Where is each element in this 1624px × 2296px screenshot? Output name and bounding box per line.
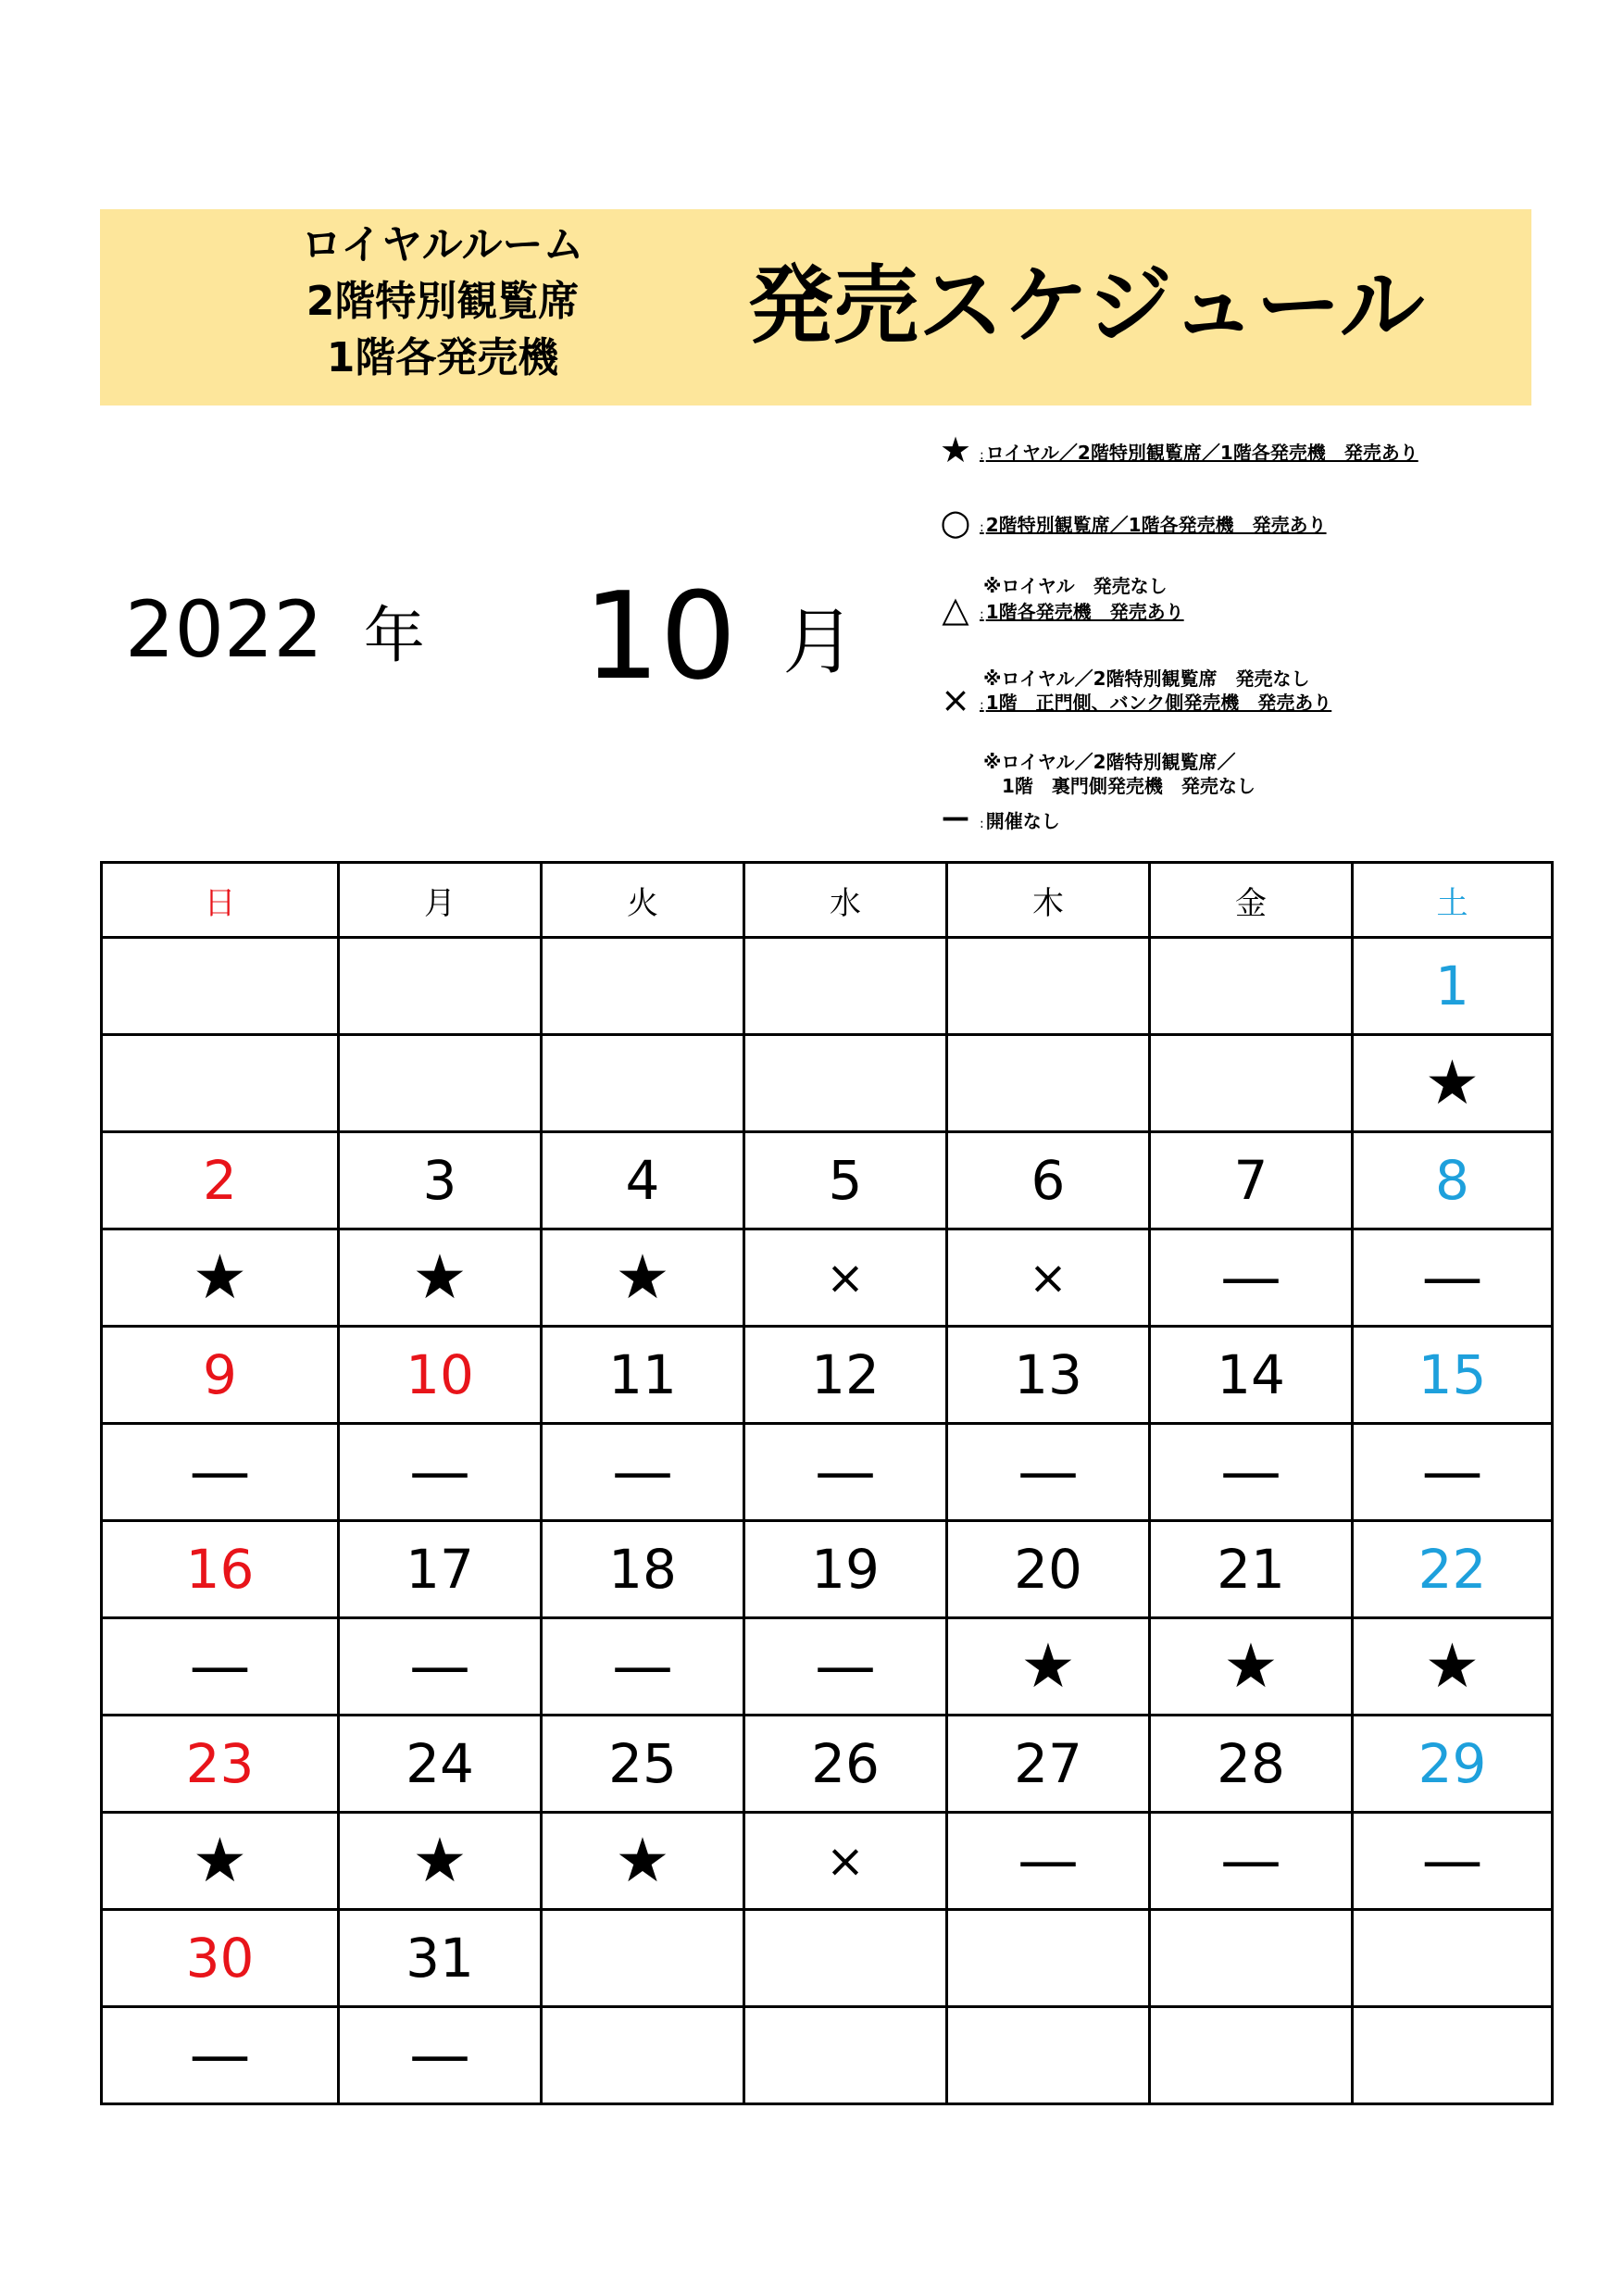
month-value: 10 [583, 566, 737, 706]
legend-colon: : [980, 520, 984, 535]
status-cell: — [102, 2007, 339, 2104]
legend-colon: : [980, 448, 984, 463]
status-cell [542, 1035, 744, 1132]
status-cell: ★ [102, 1813, 339, 1910]
weekday-header: 木 [947, 863, 1150, 938]
date-row [102, 938, 1553, 1035]
date-cell [1150, 938, 1353, 1035]
status-cell [542, 2007, 744, 2104]
year-unit: 年 [363, 600, 425, 671]
status-cell: ★ [1150, 1618, 1353, 1716]
date-row [102, 1327, 1553, 1424]
legend-note: ※ロイヤル／2階特別観覧席／ 1階 裏門側発売機 発売なし [983, 751, 1255, 797]
header-banner [100, 209, 1531, 406]
year-value: 2022 [125, 584, 323, 675]
date-row [102, 1716, 1553, 1813]
date-cell: 2 [102, 1132, 339, 1229]
status-cell: — [542, 1618, 744, 1716]
status-cell: ★ [947, 1618, 1150, 1716]
legend-description: 2階特別観覧席／1階各発売機 発売あり [985, 514, 1327, 536]
status-cell: × [744, 1813, 947, 1910]
date-cell: 3 [339, 1132, 542, 1229]
legend-colon: : [980, 607, 984, 622]
date-cell: 22 [1353, 1521, 1553, 1618]
status-cell: — [339, 1424, 542, 1521]
status-cell: — [1353, 1229, 1553, 1327]
weekday-header-row [102, 863, 1553, 938]
weekday-header: 月 [339, 863, 542, 938]
weekday-header: 金 [1150, 863, 1353, 938]
status-cell: ★ [339, 1813, 542, 1910]
status-row [102, 1618, 1553, 1716]
legend-colon: : [980, 817, 984, 831]
venue-line: 1階各発売機 [326, 334, 559, 381]
legend-text [980, 441, 1418, 468]
date-cell: 16 [102, 1521, 339, 1618]
status-cell: ★ [1353, 1035, 1553, 1132]
status-cell: ★ [542, 1229, 744, 1327]
triangle-icon: △ [942, 589, 969, 630]
status-cell [744, 2007, 947, 2104]
status-cell: ★ [542, 1813, 744, 1910]
date-cell: 10 [339, 1327, 542, 1424]
date-cell: 9 [102, 1327, 339, 1424]
date-cell [744, 938, 947, 1035]
date-cell [542, 938, 744, 1035]
date-cell: 12 [744, 1327, 947, 1424]
status-row [102, 1424, 1553, 1521]
date-cell: 11 [542, 1327, 744, 1424]
venue-line: ロイヤルルーム [301, 221, 584, 268]
status-cell: — [339, 1618, 542, 1716]
status-cell [339, 1035, 542, 1132]
status-row [102, 1229, 1553, 1327]
date-cell: 19 [744, 1521, 947, 1618]
date-cell [947, 1910, 1150, 2007]
date-cell: 18 [542, 1521, 744, 1618]
status-cell: × [744, 1229, 947, 1327]
weekday-header: 土 [1353, 863, 1553, 938]
date-cell [947, 938, 1150, 1035]
year-label [125, 583, 425, 682]
date-cell [744, 1910, 947, 2007]
date-cell: 4 [542, 1132, 744, 1229]
month-unit: 月 [782, 601, 856, 684]
calendar-table [100, 861, 1554, 2105]
legend-description: 1階 正門側、バンク側発売機 発売あり [985, 692, 1332, 714]
venue-line: 2階特別観覧席 [306, 278, 580, 325]
date-cell: 1 [1353, 938, 1553, 1035]
date-cell: 15 [1353, 1327, 1553, 1424]
month-label [583, 567, 855, 712]
status-cell: — [1150, 1229, 1353, 1327]
date-cell: 30 [102, 1910, 339, 2007]
date-cell: 31 [339, 1910, 542, 2007]
status-cell [1150, 2007, 1353, 2104]
status-cell: ★ [102, 1229, 339, 1327]
date-cell [102, 938, 339, 1035]
status-cell [1150, 1035, 1353, 1132]
weekday-header: 火 [542, 863, 744, 938]
date-cell: 5 [744, 1132, 947, 1229]
legend-text [980, 691, 1331, 718]
venue-list [239, 217, 646, 386]
legend-text [980, 809, 1060, 836]
status-cell: — [744, 1424, 947, 1521]
date-cell: 20 [947, 1521, 1150, 1618]
date-cell: 8 [1353, 1132, 1553, 1229]
cross-icon: × [941, 680, 970, 720]
status-cell: — [947, 1813, 1150, 1910]
status-cell [1353, 2007, 1553, 2104]
status-cell: × [947, 1229, 1150, 1327]
date-cell [1353, 1910, 1553, 2007]
date-row [102, 1910, 1553, 2007]
date-cell [1150, 1910, 1353, 2007]
date-cell [339, 938, 542, 1035]
legend-description: 1階各発売機 発売あり [985, 601, 1184, 623]
date-cell: 23 [102, 1716, 339, 1813]
status-cell: — [1353, 1424, 1553, 1521]
date-cell: 14 [1150, 1327, 1353, 1424]
date-cell: 21 [1150, 1521, 1353, 1618]
status-cell: — [102, 1424, 339, 1521]
legend-text [980, 513, 1327, 540]
date-row [102, 1521, 1553, 1618]
date-cell: 7 [1150, 1132, 1353, 1229]
date-cell: 26 [744, 1716, 947, 1813]
status-cell: — [1150, 1813, 1353, 1910]
legend-note: ※ロイヤル 発売なし [983, 575, 1168, 597]
date-cell: 28 [1150, 1716, 1353, 1813]
date-cell: 17 [339, 1521, 542, 1618]
circle-icon: ○ [940, 502, 971, 543]
date-cell: 25 [542, 1716, 744, 1813]
date-cell: 6 [947, 1132, 1150, 1229]
status-cell: ★ [339, 1229, 542, 1327]
status-row [102, 1035, 1553, 1132]
status-cell: — [542, 1424, 744, 1521]
status-cell: — [744, 1618, 947, 1716]
dash-icon: — [942, 802, 969, 834]
legend-description: ロイヤル／2階特別観覧席／1階各発売機 発売あり [985, 442, 1418, 464]
date-cell: 13 [947, 1327, 1150, 1424]
legend-note: ※ロイヤル／2階特別観覧席 発売なし [983, 668, 1310, 690]
status-cell: — [1150, 1424, 1353, 1521]
weekday-header: 日 [102, 863, 339, 938]
date-cell: 29 [1353, 1716, 1553, 1813]
page-title: 発売スケジュール [748, 256, 1425, 356]
star-icon: ★ [939, 430, 972, 470]
date-row [102, 1132, 1553, 1229]
legend-colon: : [980, 698, 984, 713]
status-cell: — [947, 1424, 1150, 1521]
legend-text [980, 600, 1184, 627]
status-cell [102, 1035, 339, 1132]
date-cell [542, 1910, 744, 2007]
status-row [102, 1813, 1553, 1910]
date-cell: 24 [339, 1716, 542, 1813]
status-cell: ★ [1353, 1618, 1553, 1716]
status-cell: — [102, 1618, 339, 1716]
date-cell: 27 [947, 1716, 1150, 1813]
status-cell [947, 2007, 1150, 2104]
legend-description: 開催なし [985, 810, 1060, 832]
status-row [102, 2007, 1553, 2104]
status-cell [947, 1035, 1150, 1132]
status-cell [744, 1035, 947, 1132]
status-cell: — [339, 2007, 542, 2104]
status-cell: — [1353, 1813, 1553, 1910]
weekday-header: 水 [744, 863, 947, 938]
